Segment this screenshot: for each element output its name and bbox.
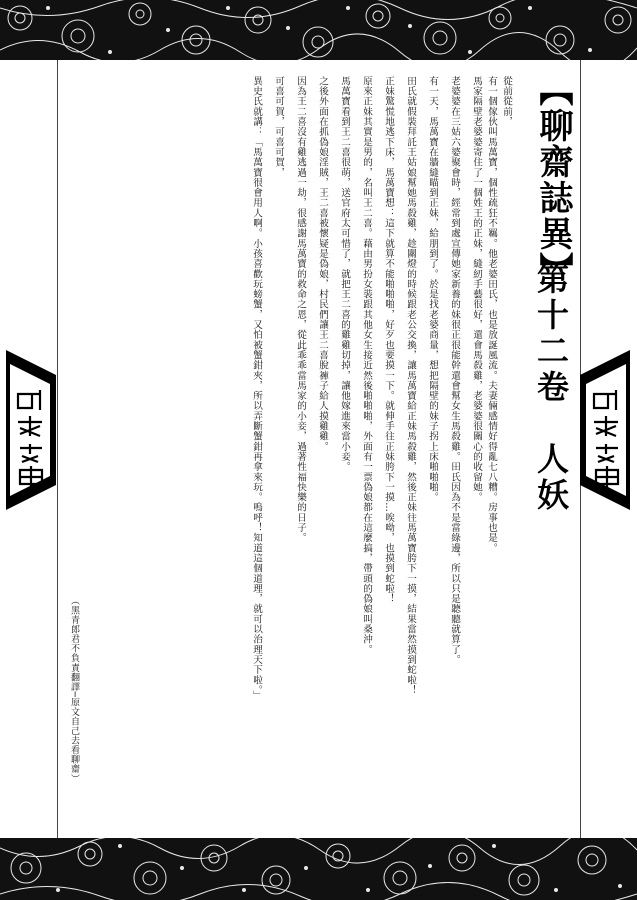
- body-column: 馬家隔壁老婆婆寄住了一個姓王的正妹，縫紉手藝很好，還會馬殺雞，老婆婆很關心的收留她。: [471, 76, 482, 503]
- side-seal-left: [6, 350, 56, 510]
- floral-border-top: [0, 0, 637, 60]
- body-column: 可喜可賀，可喜可賀，: [273, 76, 284, 178]
- body-column: 有一天，馬萬寶在牆縫瞄到正妹，給朋到了。於是找老婆商量，想把隔壁的妹子拐上床啪啪啪。: [427, 76, 438, 503]
- body-column: 馬萬寶看到王二喜很萌，送官府太可惜了，就把王二喜的雞雞切掉，讓他嫁進來當小妾。: [339, 76, 350, 472]
- body-column: 老婆婆在三姑六婆聚會時，經常到處宣傳她家新養的妹很正很能幹還會幫女生馬殺雞。田氏因為不是當綠邊，所以只是聽聽就算了。: [449, 76, 460, 665]
- chapter-title: 第十二卷 人妖: [532, 262, 570, 514]
- body-column: 原來正妹其實是男的，名叫王二喜。藉由男扮女裝跟其他女生接近然後啪啪啪，外面有一票偽娘都在這麼搞，帶頭的偽娘叫桑沖。: [361, 76, 372, 655]
- translator-note: （黑青郎君不負責翻譯─原文自己去看聊齋）: [69, 596, 79, 784]
- body-column: 因為王二喜沒有雞逃過一劫，很感謝馬萬寶的救命之恩，從此乖乖當馬家的小妾，過著性福快樂的日子。: [295, 76, 306, 543]
- floral-pattern-bottom: [0, 838, 637, 900]
- body-column: 有一個傢伙叫馬萬寶，個性疏狂不羈。他老婆田氏，也是放誕風流。夫妻倆感情好得亂七八糟。房事也是。: [486, 76, 497, 554]
- body-column: 異史氏就講：「馬萬寶很會用人啊。小孩喜歡玩螃蟹，又怕被蟹鉗夾，所以弄斷蟹鉗再拿來玩。嗚呼！知道這個道理，就可以治理天下啦。」: [251, 76, 262, 701]
- frame-line-left: [57, 60, 58, 838]
- floral-pattern-top: [0, 0, 637, 60]
- book-title: 【聊齋誌異】: [533, 72, 573, 288]
- body-column: 之後外面在抓偽娘淫賊，王二喜被懷疑是偽娘，村民們讓王二喜脫褲子給人摸雞雞。: [317, 76, 328, 452]
- body-column: 從前從前，: [501, 76, 512, 127]
- body-column: 田氏就假裝拜託王姑娘幫她馬殺雞，趁關燈的時候跟老公交換，讓馬萬寶給正妹馬殺雞，然後正妹往馬萬寶胯下一摸，結果當然摸到蛇啦！: [405, 76, 416, 696]
- body-column: 正妹驚慌地逃下床，馬萬寶想：這下就算不能啪啪啪，好歹也要摸一下。就伸手往正妹胯下一摸…唉呦，也摸到蛇啦！: [383, 76, 394, 604]
- side-seal-right: [580, 350, 630, 510]
- floral-border-bottom: [0, 838, 637, 900]
